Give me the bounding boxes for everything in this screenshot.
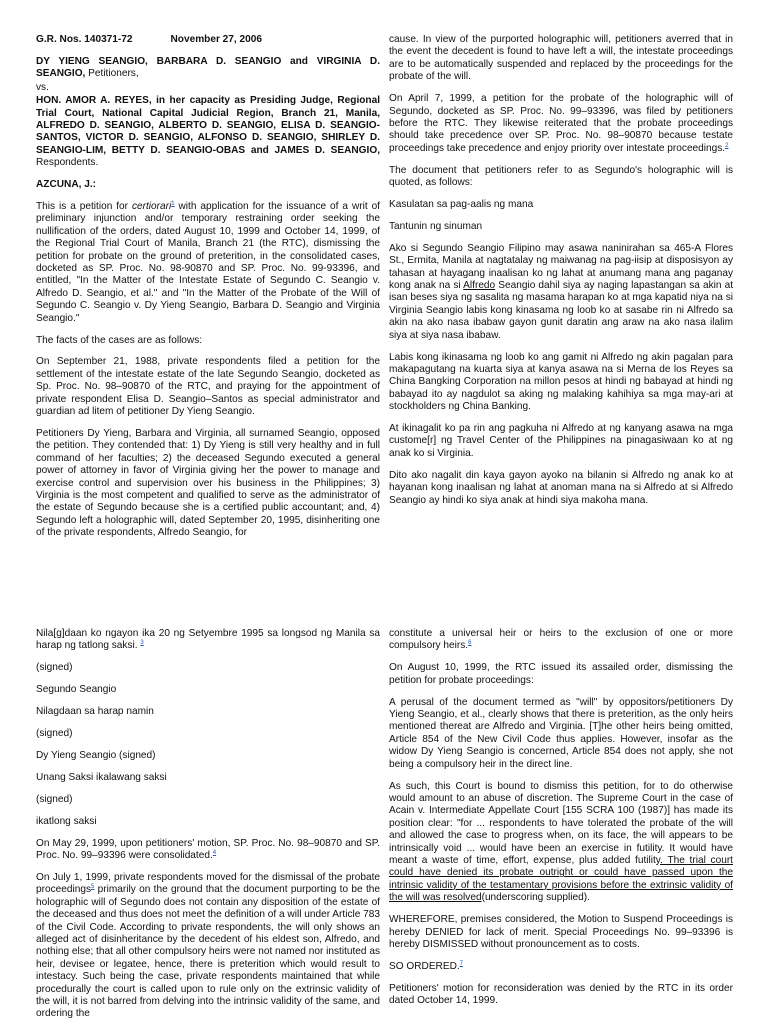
- underscored-passage: . The trial court could have denied its probate outright or could have passed upon the intrinsic validity of the testamentary provisions before the extrinsic validity of the will was resolved: [389, 855, 733, 904]
- will-paragraph: At ikinagalit ko pa rin ang pagkuha ni Alfredo at ng kanyang asawa na mga custome[r] ng Travel Center of the Philippines na pinagasiwaan ko at ng anak ko si Virginia.: [389, 423, 733, 459]
- petitioners-label: Petitioners,: [85, 68, 139, 80]
- case-header: [36, 34, 380, 46]
- witness-label: ikatlong saksi: [36, 815, 97, 827]
- footnote-link[interactable]: 3: [140, 640, 144, 647]
- footnote-link[interactable]: 5: [91, 884, 95, 891]
- paragraph: cause. In view of the purported holographic will, petitioners averred that in the event the decedent is found to have left a will, the intestate proceedings are to be automatically suspended and replaced by the proceedings for the probate of the will.: [389, 34, 733, 83]
- will-paragraph: Dito ako nagalit din kaya gayon ayoko na bilanin si Alfredo ng anak ko at hayanan kong inaalisan ng lahat at anoman mana na si Alfredo at si Alfredo Seangio ay hindi ko siya anak at hindi siya makoha mana.: [389, 469, 733, 506]
- paragraph: The document that petitioners refer to as Segundo's holographic will is quoted, as follows:: [389, 164, 733, 189]
- witness-labels: Unang Saksi ikalawang saksi: [36, 771, 167, 783]
- witness-heading: Nilagdaan sa harap namin: [36, 706, 154, 718]
- versus-label: vs.: [36, 81, 49, 93]
- respondents-label: Respondents.: [36, 157, 99, 169]
- dispositive-paragraph: WHEREFORE, premises considered, the Motion to Suspend Proceedings is hereby DENIED for lack of merit. Special Proceedings No. 99–93396 is hereby DISMISSED without pronouncement as to costs.: [389, 914, 733, 950]
- page2-left-column: [36, 628, 380, 1030]
- footnote-link[interactable]: 4: [212, 849, 217, 856]
- paragraph: On September 21, 1988, private respondents filed a petition for the settlement of the intestate estate of the late Segundo Seangio, docketed as Sp. Proc. No. 98–90870 of the RTC, and praying for the appointment of private respondent Elisa D. Seangio–Santos as special administrator and guardian ad litem of petitioner Dy Yieng Seangio.: [36, 356, 380, 418]
- footnote-link[interactable]: 1: [171, 200, 175, 207]
- paragraph: On August 10, 1999, the RTC issued its assailed order, dismissing the petition for probate proceedings:: [389, 662, 733, 686]
- will-paragraph: Nila[g]daan ko ngayon ika 20 ng Setyembre 1995 sa longsod ng Manila sa harap ng tatlong saksi. $^3$: [36, 628, 380, 652]
- respondents-names: HON. AMOR A. REYES, in her capacity as Presiding Judge, Regional Trial Court, National Capital Judicial Region, Branch 21, Manila, ALFREDO D. SEANGIO, ALBERTO D. SEANGIO, ELISA D. SEANGIO-SANTOS, VICTOR D. SEANGIO, ALFONSO D. SEANGIO, SHIRLEY D. SEANGIO-LIM, BETTY D. SEANGIO-OBAS and JAMES D. SEANGIO,: [36, 95, 380, 156]
- paragraph: This is a petition for certiorari$^1$ with application for the issuance of a writ of preliminary injunction and/or temporary restraining order seeking the nullification of the orders, dated August 10, 1999 and October 14, 1999, of the Regional Trial Court of Manila, Branch 21 (the RTC), dismissing the petition for probate on the ground of preterition, in the consolidated cases, docketed as SP. Proc. No. 98-90870 and SP. Proc. No. 99-93396, and entitled, "In the Matter of the Intestate Estate of Segundo C. Seangio v. Alfredo D. Seangio, et al." and "In the Matter of the Probate of the Will of Segundo C. Seangio v. Dy Yieng Seangio, Barbara D. Seangio and Virginia Seangio.": [36, 200, 380, 324]
- footnote-link[interactable]: 6: [468, 640, 472, 647]
- will-title: Kasulatan sa pag-aalis ng mana: [389, 198, 534, 210]
- petitioners-names: DY YIENG SEANGIO, BARBARA D. SEANGIO and VIRGINIA D. SEANGIO,: [36, 55, 380, 80]
- quoted-order-paragraph: As such, this Court is bound to dismiss this petition, for to do otherwise would amount to an abuse of discretion. The Supreme Court in the case of Acain v. Intermediate Appellate Court [155 SCRA 100 (1987)] has made its position clear: "for ... respondents to have tolerated the probate of the will and allowed the case to progress when, on its face, the will appears to be intrinsically void ... would have been an exercise in futility. It would have meant a waste of time, effort, expense, plus added futility. The trial court could have denied its probate outright or could have passed upon the intrinsic validity of the testamentary provisions before the extrinsic validity of the will was resolved(underscoring supplied).: [389, 780, 733, 904]
- page2-right-column: [389, 628, 733, 1017]
- document-page-2: [0, 618, 768, 1024]
- paragraph: constitute a universal heir or heirs to the exclusion of one or more compulsory heirs.$^6$: [389, 628, 733, 652]
- will-paragraph: Labis kong ikinasama ng loob ko ang gamit ni Alfredo ng akin pagalan para makapagutang na kuarta siya at kanya asawa na si Merna de los Reyes sa China Bangking Corporation na millon pesos at hindi ng babayad at hindi ng babayad ito ay nagdulot sa aking ng malaking kahihiya sa mga may-ari at stockholders ng China Banking.: [389, 351, 733, 413]
- ponente: AZCUNA, J.:: [36, 179, 97, 191]
- paragraph: On July 1, 1999, private respondents moved for the dismissal of the probate proceedings$^5$ primarily on the ground that the document purporting to be the holographic will of Segundo does not contain any disposition of the estate of the deceased and thus does not meet the definition of a will under Article 783 of the Civil Code. According to private respondents, the will only shows an alleged act of disinheritance by the decedent of his eldest son, Alfredo, and nothing else; that all other compulsory heirs were not named nor instituted as heir, devisee or legatee, hence, there is preterition which would result to intestacy. Such being the case, private respondents maintained that while procedurally the court is called upon to rule only on the extrinsic validity of the will, it is not barred from delving into the intrinsic validity of the same, and ordering the: [36, 871, 380, 1020]
- underlined-name: Alfredo: [463, 280, 496, 291]
- paragraph: On April 7, 1999, a petition for the probate of the holographic will of Segundo, docketed as SP. Proc. No. 99–93396, was filed by petitioners before the RTC. They likewise reiterated that the probate proceedings should take precedence over SP. Proc. No. 98–90870 because testate proceedings take precedence and enjoy priority over intestate proceedings.$^2$: [389, 93, 733, 154]
- paragraph: The facts of the cases are as follows:: [36, 334, 203, 346]
- petitioners-caption: [36, 56, 380, 81]
- signature-line: (signed): [36, 662, 73, 674]
- signature-line: (signed): [36, 793, 73, 805]
- will-salutation: Tantunin ng sinuman: [389, 220, 483, 232]
- footnote-link[interactable]: 2: [725, 142, 729, 149]
- respondents-caption: [36, 95, 380, 169]
- certiorari-term: certiorari: [131, 200, 172, 212]
- paragraph: On May 29, 1999, upon petitioners' motion, SP. Proc. No. 98–90870 and SP. Proc. No. 99–93396 were consolidated.$^4$: [36, 837, 380, 861]
- page1-left-column: [36, 34, 380, 549]
- paragraph: Petitioners' motion for reconsideration was denied by the RTC in its order dated October 14, 1999.: [389, 982, 733, 1007]
- decision-date: November 27, 2006: [170, 34, 262, 45]
- page1-right-column: [389, 34, 733, 517]
- signatory-name: Segundo Seangio: [36, 684, 117, 696]
- signature-line: (signed): [36, 728, 73, 740]
- witness-name: Dy Yieng Seangio (signed): [36, 749, 156, 761]
- gr-number: G.R. Nos. 140371-72: [36, 34, 133, 45]
- so-ordered: SO ORDERED.$^7$: [389, 960, 464, 972]
- will-paragraph: Ako si Segundo Seangio Filipino may asawa naninirahan sa 465-A Flores St., Ermita, Manila at nagtatalay ng maiwanag na pag-iisip at disposisyon ay tahasan at hayagang inaalisan ko ng lahat at anumang mana ang paganay kong anak na si Alfredo Seangio dahil siya ay naging lapastangan sa akin at isan beses siya ng sasalita ng masama harapan ko at mga kapatid niya na si Virginia Seangio labis kong kinasama ng loob ko at sasabe rin ni Alfredo sa akin na ako nasa ibabaw gayon gunit daratin ang araw na ako nasa ilalim siya at siya nasa ibabaw.: [389, 242, 733, 341]
- footnote-link[interactable]: 7: [459, 960, 464, 967]
- quoted-order-paragraph: A perusal of the document termed as "will" by oppositors/petitioners Dy Yieng Seangio, et al., clearly shows that there is preterition, as the only heirs mentioned thereat are Alfredo and Virginia. [T]he other heirs being omitted, Article 854 of the New Civil Code thus applies. However, insofar as the widow Dy Yieng Seangio is concerned, Article 854 does not apply, she not being a compulsory heir in the direct line.: [389, 696, 733, 770]
- paragraph: Petitioners Dy Yieng, Barbara and Virginia, all surnamed Seangio, opposed the petition. They contended that: 1) Dy Yieng is still very healthy and in full command of her faculties; 2) the deceased Segundo executed a general power of attorney in favor of Virginia giving her the power to manage and exercise control and supervision over his business in the Philippines; 3) Virginia is the most competent and qualified to serve as the administrator of the estate of Segundo because she is a certified public accountant; and, 4) Segundo left a holographic will, dated September 20, 1995, disinheriting one of the private respondents, Alfredo Seangio, for: [36, 427, 380, 539]
